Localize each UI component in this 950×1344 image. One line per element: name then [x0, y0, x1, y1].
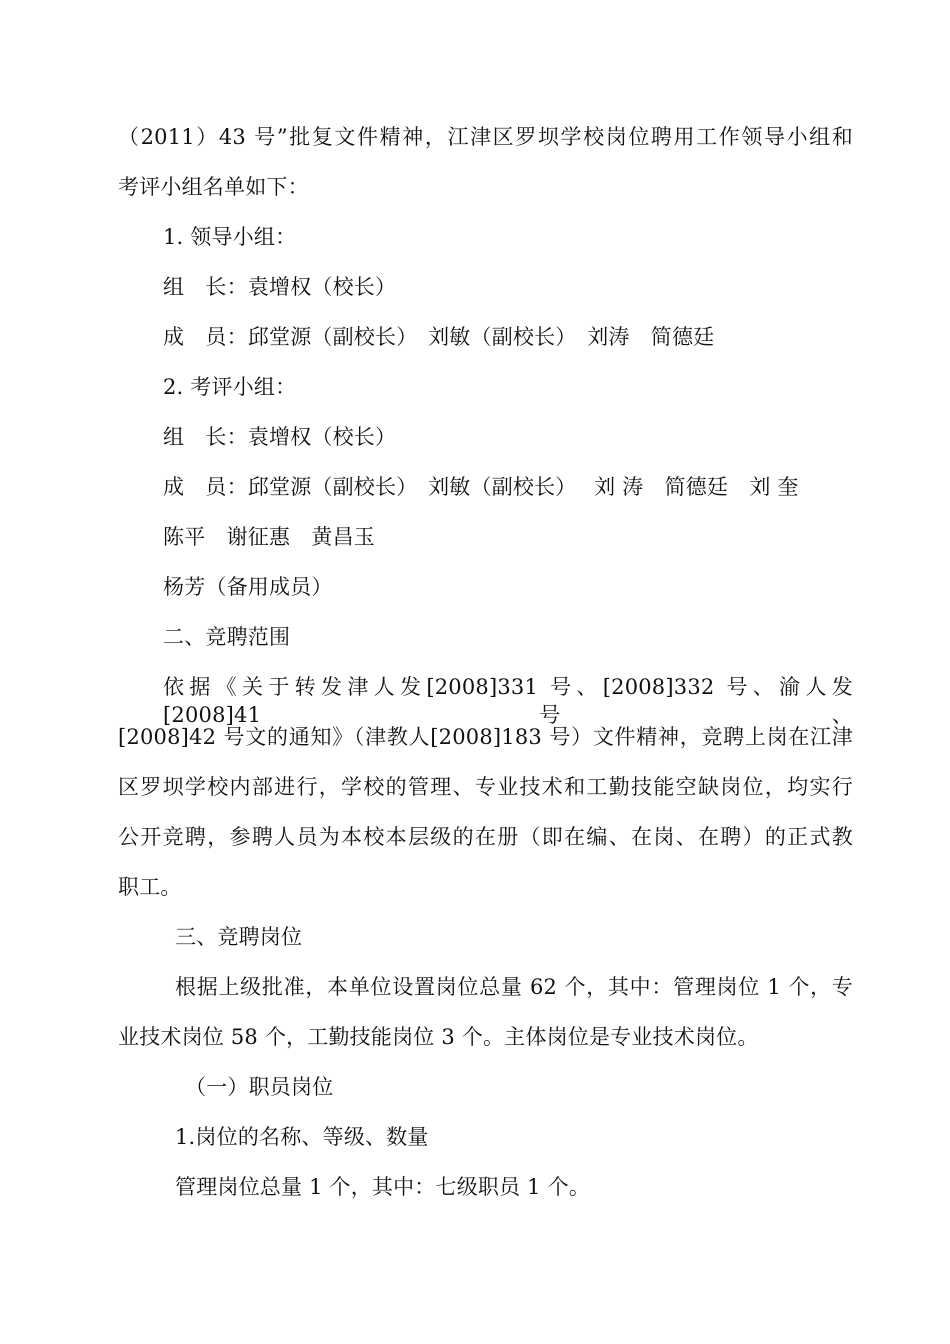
scope-paragraph-line-2: [2008]42 号文的通知》（津教人[2008]183 号）文件精神，竞聘上岗在江津 [118, 725, 853, 749]
positions-paragraph-line-2: 业技术岗位 58 个，工勤技能岗位 3 个。主体岗位是专业技术岗位。 [118, 1025, 759, 1049]
evaluation-group-members-line-1: 成 员：邱堂源（副校长） 刘敏（副校长） 刘 涛 简德廷 刘 奎 [163, 475, 799, 499]
leadership-group-leader: 组 长：袁增权（校长） [163, 275, 397, 299]
evaluation-group-members-line-2: 陈平 谢征惠 黄昌玉 [163, 525, 375, 549]
scope-paragraph-line-1: 依据《关于转发津人发[2008]331 号、[2008]332 号、渝人发[2008]41 号、 [163, 675, 853, 727]
scope-paragraph-line-5: 职工。 [118, 875, 182, 899]
evaluation-group-leader: 组 长：袁增权（校长） [163, 425, 397, 449]
scope-paragraph-line-3: 区罗坝学校内部进行，学校的管理、专业技术和工勤技能空缺岗位，均实行 [118, 775, 853, 799]
scope-paragraph-line-4: 公开竞聘，参聘人员为本校本层级的在册（即在编、在岗、在聘）的正式教 [118, 825, 853, 849]
management-position-total: 管理岗位总量 1 个，其中：七级职员 1 个。 [175, 1175, 591, 1199]
paragraph-line-group-list-intro: 考评小组名单如下： [118, 175, 309, 199]
positions-paragraph-line-1: 根据上级批准，本单位设置岗位总量 62 个，其中：管理岗位 1 个，专 [175, 975, 853, 999]
heading-leadership-group: 1. 领导小组： [163, 225, 297, 249]
evaluation-group-alternate-member: 杨芳（备用成员） [163, 575, 333, 599]
section-heading-recruitment-scope: 二、竞聘范围 [163, 625, 291, 649]
paragraph-line-approval-continuation: （2011）43 号”批复文件精神，江津区罗坝学校岗位聘用工作领导小组和 [118, 125, 853, 149]
section-heading-recruitment-positions: 三、竞聘岗位 [175, 925, 303, 949]
subsection-heading-staff-positions: （一）职员岗位 [185, 1075, 334, 1099]
heading-evaluation-group: 2. 考评小组： [163, 375, 297, 399]
subsection-item-position-details: 1.岗位的名称、等级、数量 [175, 1125, 429, 1149]
leadership-group-members: 成 员：邱堂源（副校长） 刘敏（副校长） 刘涛 简德廷 [163, 325, 715, 349]
